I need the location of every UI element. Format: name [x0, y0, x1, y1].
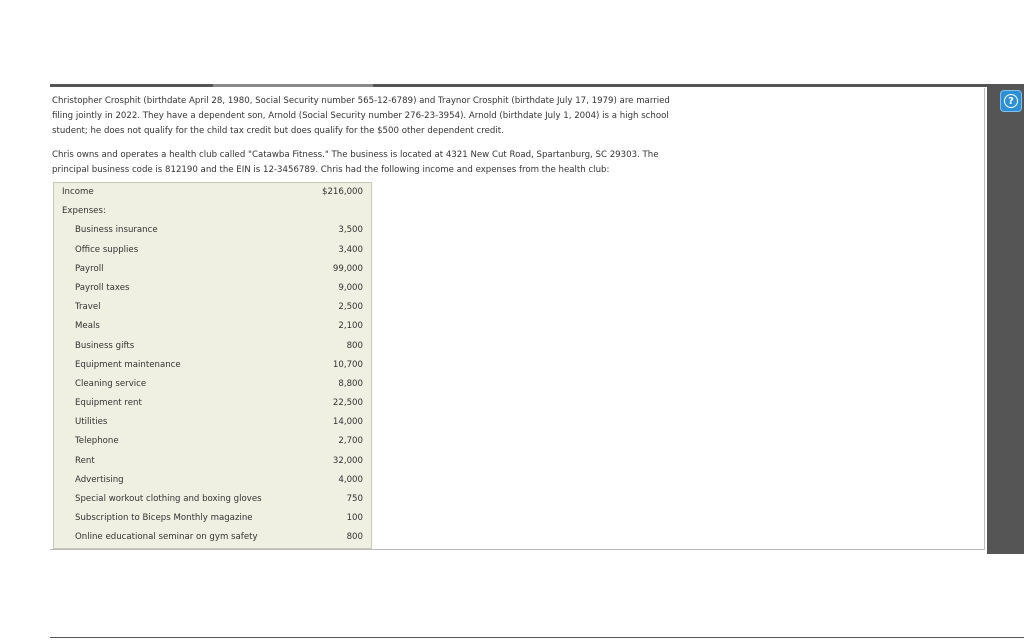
expense-rows: [54, 221, 371, 547]
problem-paragraph-taxpayers: Christopher Crosphit (birthdate April 28, 1980, Social Security number 565-12-6789) and Traynor Crosphit (birthdate July 17, 1979) are married filing jointly in 2022. They have a dependent son, Arnold (Social Security number 276-23-3954). Arnold (birthdate July 1, 2004) is a high school student; he does not qualify for the child tax credit but does qualify for the $500 other dependent credit.: [52, 96, 670, 136]
expense-row: [54, 221, 371, 240]
expense-amount: 2,700: [338, 436, 363, 447]
expenses-label: Expenses:: [62, 206, 106, 217]
expense-label: Meals: [75, 321, 100, 332]
expense-amount: 22,500: [332, 398, 363, 409]
expense-row: [54, 317, 371, 336]
expense-row: [54, 528, 371, 547]
expense-row: [54, 279, 371, 298]
expense-row: [54, 471, 371, 490]
problem-paragraph-business: Chris owns and operates a health club called "Catawba Fitness." The business is located at 4321 New Cut Road, Spartanburg, SC 29303. The principal business code is 812190 and the EIN is 12-3456789. Chris had the following income and expenses from the health club:: [52, 150, 659, 175]
income-amount: $216,000: [321, 187, 363, 197]
expense-amount: 32,000: [332, 455, 363, 466]
expense-label: Utilities: [75, 417, 108, 428]
expense-label: Equipment maintenance: [75, 359, 181, 370]
expense-label: Office supplies: [75, 244, 139, 255]
expense-label: Business insurance: [75, 225, 158, 236]
expense-amount: 750: [346, 494, 363, 504]
expense-row: [54, 337, 371, 356]
expense-amount: 10,700: [332, 359, 363, 370]
expense-row: [54, 356, 371, 375]
expense-amount: 800: [346, 532, 363, 543]
expense-row: [54, 394, 371, 413]
expense-label: Payroll taxes: [75, 282, 130, 293]
expense-row: [54, 298, 371, 317]
expense-label: Rent: [75, 455, 95, 466]
expense-amount: 2,500: [338, 302, 363, 313]
expense-row: [54, 452, 371, 471]
tab-indicator: [213, 84, 373, 87]
expense-amount: 8,800: [338, 378, 363, 389]
expense-row: [54, 509, 371, 528]
expense-row: [54, 490, 371, 509]
expense-row: [54, 260, 371, 279]
expense-label: Travel: [75, 302, 101, 313]
expense-label: Payroll: [75, 263, 104, 274]
income-expense-table: [53, 182, 372, 549]
help-button[interactable]: [1000, 90, 1022, 112]
expense-amount: 2,100: [338, 321, 363, 332]
income-row: [54, 183, 371, 202]
expense-row: [54, 241, 371, 260]
expense-row: [54, 413, 371, 432]
expense-amount: 3,400: [338, 244, 363, 255]
bottom-divider: [50, 637, 1024, 638]
expense-row: [54, 432, 371, 451]
income-label: Income: [62, 187, 94, 197]
expense-label: Subscription to Biceps Monthly magazine: [75, 513, 253, 524]
expense-label: Online educational seminar on gym safety: [75, 532, 258, 543]
expense-label: Business gifts: [75, 340, 135, 351]
expense-amount: 14,000: [332, 417, 363, 428]
expense-amount: 100: [346, 513, 363, 524]
expense-label: Advertising: [75, 474, 124, 485]
help-icon: ?: [1004, 94, 1018, 108]
problem-content-panel: [50, 88, 985, 550]
expense-amount: 99,000: [332, 263, 363, 274]
expense-label: Telephone: [75, 436, 119, 447]
expense-row: [54, 375, 371, 394]
expense-label: Equipment rent: [75, 398, 142, 409]
expense-amount: 3,500: [338, 225, 363, 236]
expense-amount: 4,000: [338, 474, 363, 485]
expense-label: Cleaning service: [75, 378, 147, 389]
top-divider: [50, 84, 988, 87]
expense-label: Special workout clothing and boxing gloves: [75, 494, 262, 504]
expense-amount: 800: [346, 340, 363, 351]
expenses-header-row: [54, 202, 371, 221]
expense-amount: 9,000: [338, 282, 363, 293]
right-scrollbar-track[interactable]: [987, 84, 1024, 554]
